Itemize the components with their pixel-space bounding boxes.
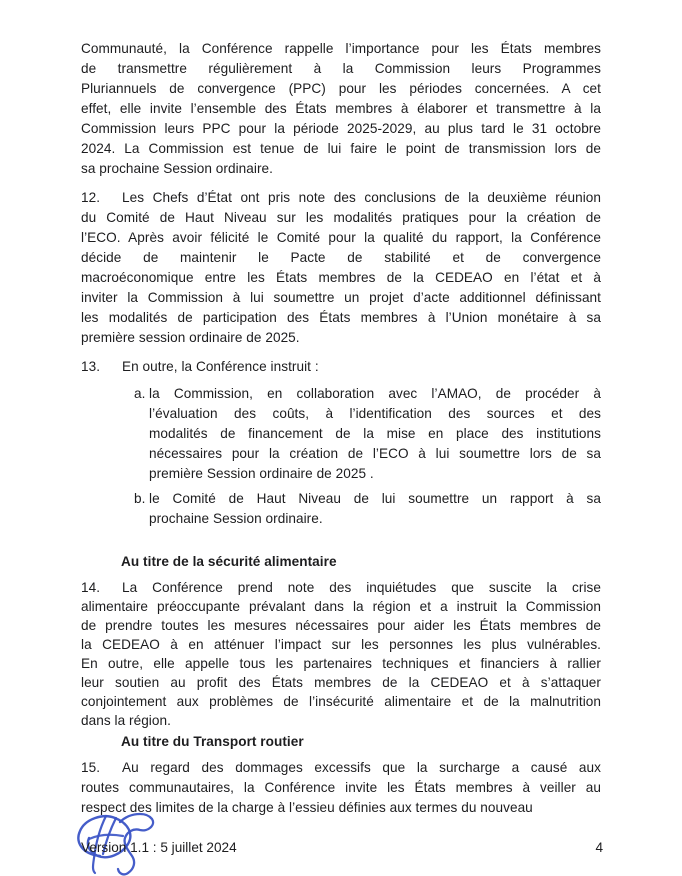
para-14-line-5: En outre, elle appelle tous les partenaires techniques et financiers à rallier [81,656,601,671]
para-13-number: 13. [81,359,101,374]
para-13 [81,357,601,377]
heading-transport-routier: Au titre du Transport routier [121,734,304,749]
footer-page-number: 4 [595,840,603,855]
list-item-b-line-2: prochaine Session ordinaire. [149,511,323,526]
para-14-line-2: alimentaire préoccupante prévalant dans la région et a instruit la Commission [81,599,601,614]
para-12-line-3: l’ECO. Après avoir félicité le Comité pour la qualité du rapport, la Conférence [81,230,601,245]
para-12-line-1: 12. Les Chefs d’État ont pris note des conclusions de la deuxième réunion [81,188,601,208]
para-11-continuation [81,39,601,179]
list-item-a [134,384,601,484]
para-11-continuation-line-2: de transmettre régulièrement à la Commission leurs Programmes [81,61,601,76]
para-11-continuation-line-5: Commission leurs PPC pour la période 2025-2029, au plus tard le 31 octobre [81,121,601,136]
para-12-line-5: macroéconomique entre les États membres de la CEDEAO en l’état et à [81,270,601,285]
para-12 [81,188,601,348]
list-item-b-marker: b. [134,491,146,506]
list-item-a-line-1: a. la Commission, en collaboration avec l’AMAO, de procéder à [134,384,601,404]
para-12-line-2: du Comité de Haut Niveau sur les modalités pratiques pour la création de [81,210,601,225]
footer-version-label: Version 1.1 : 5 juillet 2024 [81,840,237,855]
para-11-continuation-line-4: effet, elle invite l’ensemble des États membres à élaborer et transmettre à la [81,101,601,116]
list-item-a-line-3: modalités de financement de la mise en place des institutions [149,426,601,441]
para-14-number: 14. [81,580,101,595]
para-15-line-1: 15. Au regard des dommages excessifs que la surcharge a causé aux [81,758,601,778]
para-14-line-8: dans la région. [81,713,171,728]
para-15 [81,758,601,818]
list-item-b-line-1: b. le Comité de Haut Niveau de lui soumettre un rapport à sa [134,489,601,509]
para-12-line-4: décide de maintenir le Pacte de stabilité et de convergence [81,250,601,265]
para-14-line-6: leur soutien au profit des États membres de la CEDEAO et à s’attaquer [81,675,601,690]
para-12-line-8: première session ordinaire de 2025. [81,330,300,345]
list-item-a-line-5: première Session ordinaire de 2025 . [149,466,374,481]
list-item-a-line-2: l’évaluation des coûts, à l’identification des sources et des [149,406,601,421]
para-14-line-7: conjointement aux problèmes de l’insécurité alimentaire et de la malnutrition [81,694,601,709]
list-item-a-marker: a. [134,386,146,401]
para-11-continuation-line-3: Pluriannuels de convergence (PPC) pour les périodes concernées. A cet [81,81,601,96]
para-14 [81,578,601,730]
list-item-a-line-4: nécessaires pour la création de l’ECO à lui soumettre lors de sa [149,446,601,461]
para-14-line-3: de prendre toutes les mesures nécessaires pour aider les États membres de [81,618,601,633]
para-12-line-6: inviter la Commission à lui soumettre un projet d’acte additionnel définissant [81,290,601,305]
para-11-continuation-line-7: sa prochaine Session ordinaire. [81,161,273,176]
para-15-line-2: routes communautaires, la Conférence invite les États membres à veiller au [81,780,601,795]
para-15-line-3: respect des limites de la charge à l’essieu définies aux termes du nouveau [81,800,533,815]
para-12-number: 12. [81,190,101,205]
para-14-line-4: la CEDEAO à en atténuer l’impact sur les personnes les plus vulnérables. [81,637,601,652]
para-11-continuation-line-1: Communauté, la Conférence rappelle l’importance pour les États membres [81,41,601,56]
para-15-number: 15. [81,760,101,775]
heading-securite-alimentaire: Au titre de la sécurité alimentaire [121,554,337,569]
document-body [81,39,601,818]
para-13-line-1: 13. En outre, la Conférence instruit : [81,357,601,377]
page-footer [81,838,603,858]
list-item-b [134,489,601,529]
para-12-line-7: les modalités de participation des États membres à l’Union monétaire à sa [81,310,601,325]
para-11-continuation-line-6: 2024. La Commission est tenue de lui faire le point de transmission lors de [81,141,601,156]
para-14-line-1: 14. La Conférence prend note des inquiétudes que suscite la crise [81,580,601,595]
